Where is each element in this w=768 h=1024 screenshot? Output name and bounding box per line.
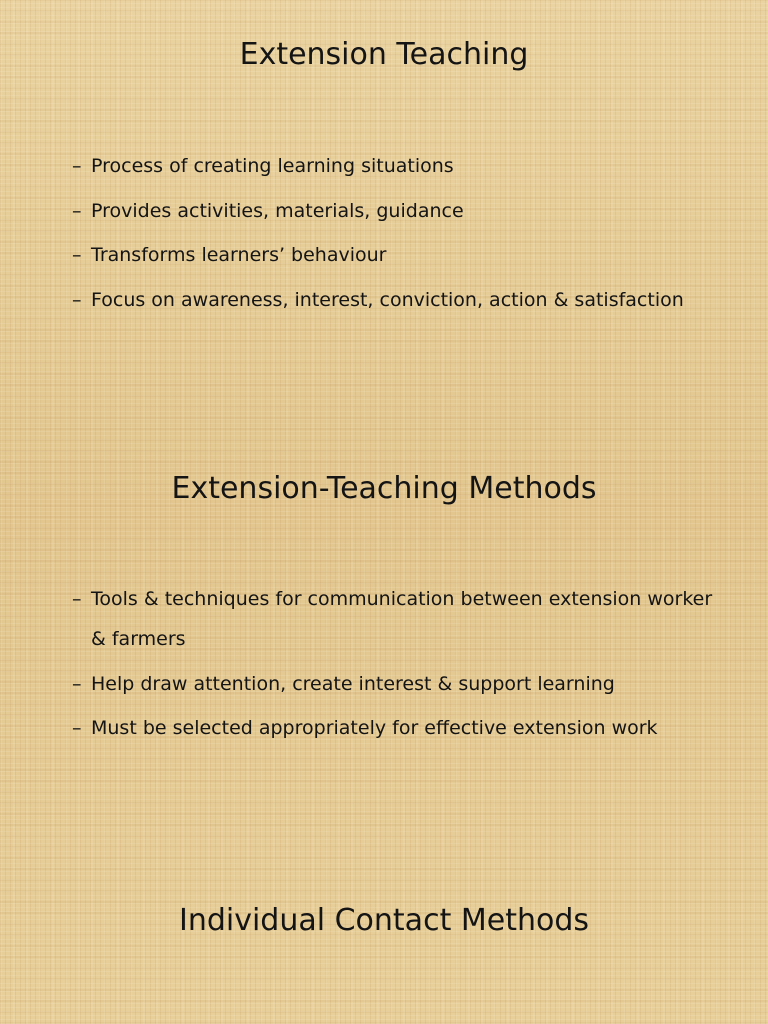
list-item	[72, 280, 722, 320]
dash-bullet-icon: –	[72, 672, 82, 695]
section-title-extension-teaching: Extension Teaching	[239, 37, 529, 72]
list-item-text: Process of creating learning situations	[91, 155, 454, 177]
list-item	[72, 579, 722, 659]
section-title-individual-contact-methods: Individual Contact Methods	[178, 903, 590, 938]
list-item	[72, 235, 722, 275]
list-item-text: Must be selected appropriately for effective extension work	[91, 717, 658, 739]
dash-bullet-icon: –	[72, 717, 82, 739]
dash-bullet-icon: –	[72, 244, 82, 266]
list-item	[72, 191, 722, 231]
list-item-text: Help draw attention, create interest & support learning	[91, 672, 615, 695]
list-item-text: Provides activities, materials, guidance	[91, 199, 464, 222]
list-item-text: Tools & techniques for communication between extension worker & farmers	[91, 588, 713, 650]
dash-bullet-icon: –	[72, 155, 82, 177]
list-item	[72, 664, 722, 704]
dash-bullet-icon: –	[72, 288, 82, 311]
list-item	[72, 708, 722, 748]
list-item	[72, 146, 722, 186]
list-item-text: Transforms learners’ behaviour	[91, 244, 387, 266]
dash-bullet-icon: –	[72, 588, 82, 610]
list-item-text: Focus on awareness, interest, conviction, action & satisfaction	[91, 288, 684, 311]
bullet-list-extension-teaching	[72, 146, 722, 324]
bullet-list-extension-teaching-methods	[72, 579, 722, 753]
dash-bullet-icon: –	[72, 199, 82, 222]
section-title-extension-teaching-methods: Extension-Teaching Methods	[171, 471, 597, 506]
